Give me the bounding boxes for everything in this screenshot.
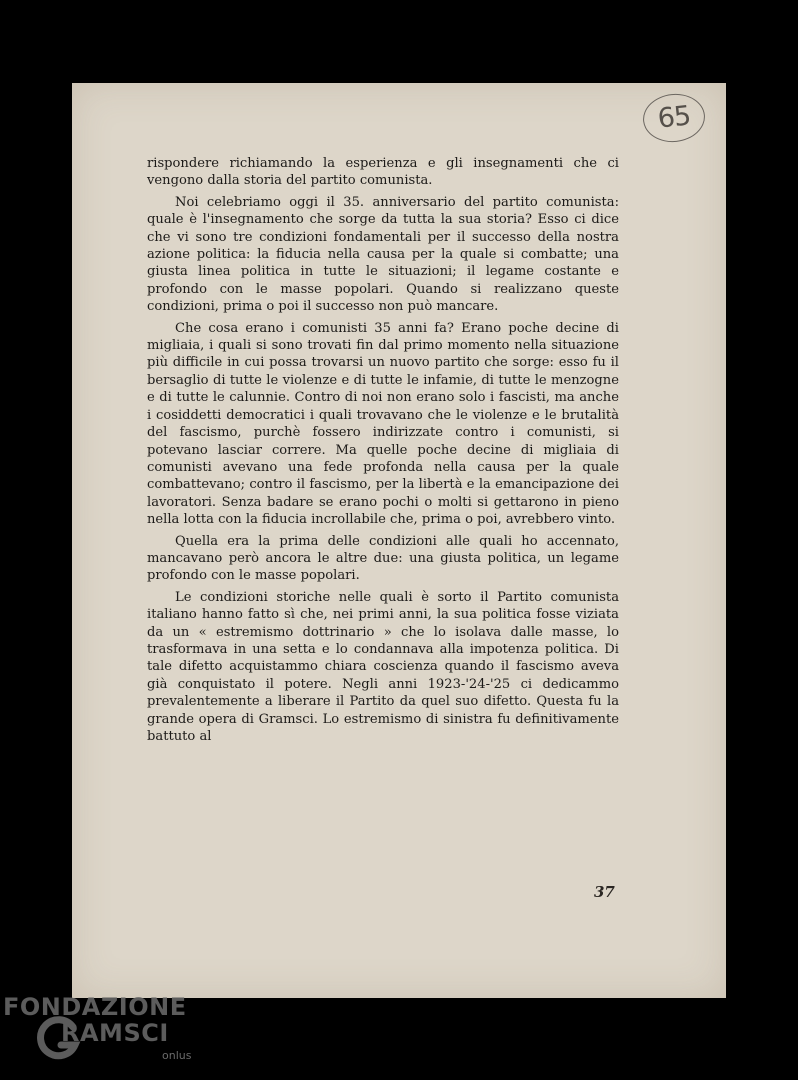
logo-line-2: RAMSCI: [61, 1019, 169, 1047]
paragraph-2: Noi celebriamo oggi il 35. anniversario del partito comunista: quale è l'insegnamento che sorge da tutta la sua storia? Esso ci dice che vi sono tre condizioni fondamentali per il successo della nostra azione politica: la fiducia nella causa per la quale si combatte; una giusta linea politica in tutte le situazioni; il legame costante e profondo con le masse popolari. Quando si realizzano queste condizioni, prima o poi il successo non può mancare.: [147, 194, 619, 315]
logo-line-1: FONDAZIONE: [3, 993, 187, 1021]
paragraph-4: Quella era la prima delle condizioni alle quali ho accennato, mancavano però ancora le altre due: una giusta politica, un legame profondo con le masse popolari.: [147, 533, 619, 584]
logo-suffix: onlus: [162, 1049, 192, 1062]
paragraph-1: rispondere richiamando la esperienza e gli insegnamenti che ci vengono dalla storia del partito comunista.: [147, 156, 619, 189]
body-text: [147, 155, 619, 745]
fondazione-gramsci-logo: [3, 993, 203, 1073]
page-number: 37: [594, 883, 615, 901]
paragraph-3: Che cosa erano i comunisti 35 anni fa? Erano poche decine di migliaia, i quali si sono trovati fin dal primo momento nella situazione più difficile in cui possa trovarsi un nuovo partito che sorge: esso fu il bersaglio di tutte le violenze e di tutte le infamie, di tutte le menzogne e di tutte le calunnie. Contro di noi non erano solo i fascisti, ma anche i cosiddetti democratici i quali trovavano che le violenze e le brutalità del fascismo, purchè fossero indirizzate contro i comunisti, si potevano lasciar correre. Ma quelle poche decine di migliaia di comunisti avevano una fede profonda nella causa per la quale combattevano; contro il fascismo, per la libertà e la emancipazione dei lavoratori. Senza badare se erano pochi o molti si gettarono in pieno nella lotta con la fiducia incrollabile che, prima o poi, avrebbero vinto.: [147, 320, 619, 528]
paragraph-5: Le condizioni storiche nelle quali è sorto il Partito comunista italiano hanno fatto sì che, nei primi anni, la sua politica fosse viziata da un « estremismo dottrinario » che lo isolava dalle masse, lo trasformava in una setta e lo condannava alla impotenza politica. Di tale difetto acquistammo chiara coscienza quando il fascismo aveva già conquistato il potere. Negli anni 1923-'24-'25 ci dedicammo prevalentemente a liberare il Partito da quel suo difetto. Questa fu la grande opera di Gramsci. Lo estremismo di sinistra fu definitivamente battuto al: [147, 589, 619, 744]
handwritten-page-annotation: 65: [641, 91, 708, 145]
